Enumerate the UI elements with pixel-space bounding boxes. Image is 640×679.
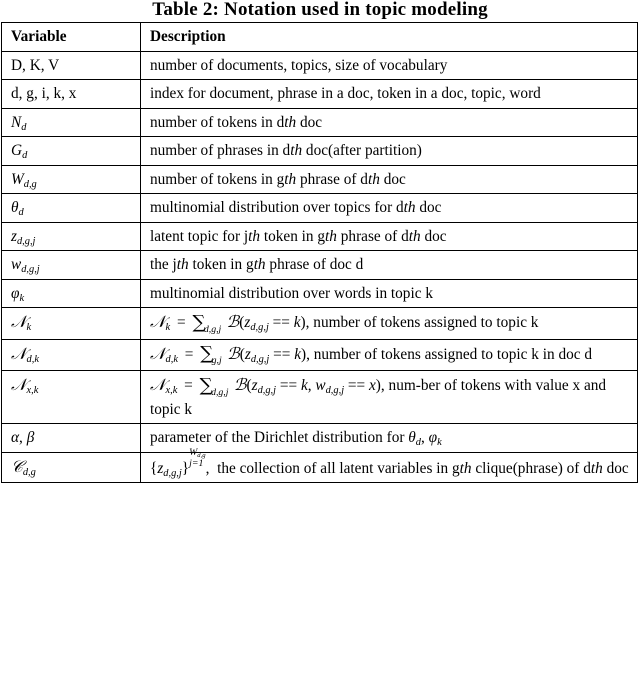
description-cell: number of documents, topics, size of vocabulary	[141, 51, 638, 80]
table-row	[2, 452, 638, 482]
column-header-description: Description	[141, 23, 638, 52]
variable-cell: 𝒞$_{d,g}$	[2, 452, 141, 482]
table-header-row	[2, 23, 638, 52]
variable-cell: $N_d$	[2, 108, 141, 137]
table-row	[2, 51, 638, 80]
description-cell: multinomial distribution over topics for dth doc	[141, 194, 638, 223]
table-caption: Table 2: Notation used in topic modeling	[152, 0, 488, 20]
variable-cell: $z_{d,g,j}$	[2, 222, 141, 251]
variable-cell: $\theta_d$	[2, 194, 141, 223]
variable-cell: d, g, i, k, x	[2, 80, 141, 109]
table-row	[2, 80, 638, 109]
variable-cell: $w_{d,g,j}$	[2, 251, 141, 280]
description-cell: index for document, phrase in a doc, token in a doc, topic, word	[141, 80, 638, 109]
description-cell: the jth token in gth phrase of doc d	[141, 251, 638, 280]
variable-cell: $W_{d,g}$	[2, 165, 141, 194]
description-cell: latent topic for jth token in gth phrase of dth doc	[141, 222, 638, 251]
table-row	[2, 251, 638, 280]
variable-cell: 𝒩$_{x,k}$	[2, 371, 141, 424]
variable-cell: 𝒩$_{d,k}$	[2, 339, 141, 371]
description-cell: 𝒩$_{d,k}$ = $\sum_{g,j}$ $ℬ(z_{d,g,j} == k)$, number of tokens assigned to topic k in doc d	[141, 339, 638, 371]
notation-table	[1, 22, 638, 483]
variable-cell: α, β	[2, 424, 141, 453]
description-cell: parameter of the Dirichlet distribution for $\theta_d$, $\varphi_k$	[141, 424, 638, 453]
description-cell: 𝒩$_k$ = $\sum_{d,g,j}$ $ℬ(z_{d,g,j} == k)$, number of tokens assigned to topic k	[141, 308, 638, 340]
variable-cell: 𝒩$_k$	[2, 308, 141, 340]
variable-cell: D, K, V	[2, 51, 141, 80]
description-cell: number of phrases in dth doc(after partition)	[141, 137, 638, 166]
table-row	[2, 308, 638, 340]
description-cell: 𝒩$_{x,k}$ = $\sum_{d,g,j}$ $ℬ(z_{d,g,j} == k$, $w_{d,g,j} == x$), num-​ber of tokens with value x and topic k	[141, 371, 638, 424]
table-row	[2, 194, 638, 223]
description-cell: number of tokens in dth doc	[141, 108, 638, 137]
table-row	[2, 222, 638, 251]
table-row	[2, 424, 638, 453]
description-cell: multinomial distribution over words in topic k	[141, 279, 638, 308]
column-header-variable: Variable	[2, 23, 141, 52]
description-cell: number of tokens in gth phrase of dth doc	[141, 165, 638, 194]
table-row	[2, 371, 638, 424]
table-row	[2, 339, 638, 371]
table-row	[2, 279, 638, 308]
variable-cell: $\varphi_k$	[2, 279, 141, 308]
description-cell: $\{z_{d,g,j}\}$ $W_{d,g}$ j=1 , the collection of all latent variables in gth clique(phrase) of dth doc	[141, 452, 638, 482]
table-row	[2, 165, 638, 194]
variable-cell: $G_d$	[2, 137, 141, 166]
table-row	[2, 137, 638, 166]
table-row	[2, 108, 638, 137]
